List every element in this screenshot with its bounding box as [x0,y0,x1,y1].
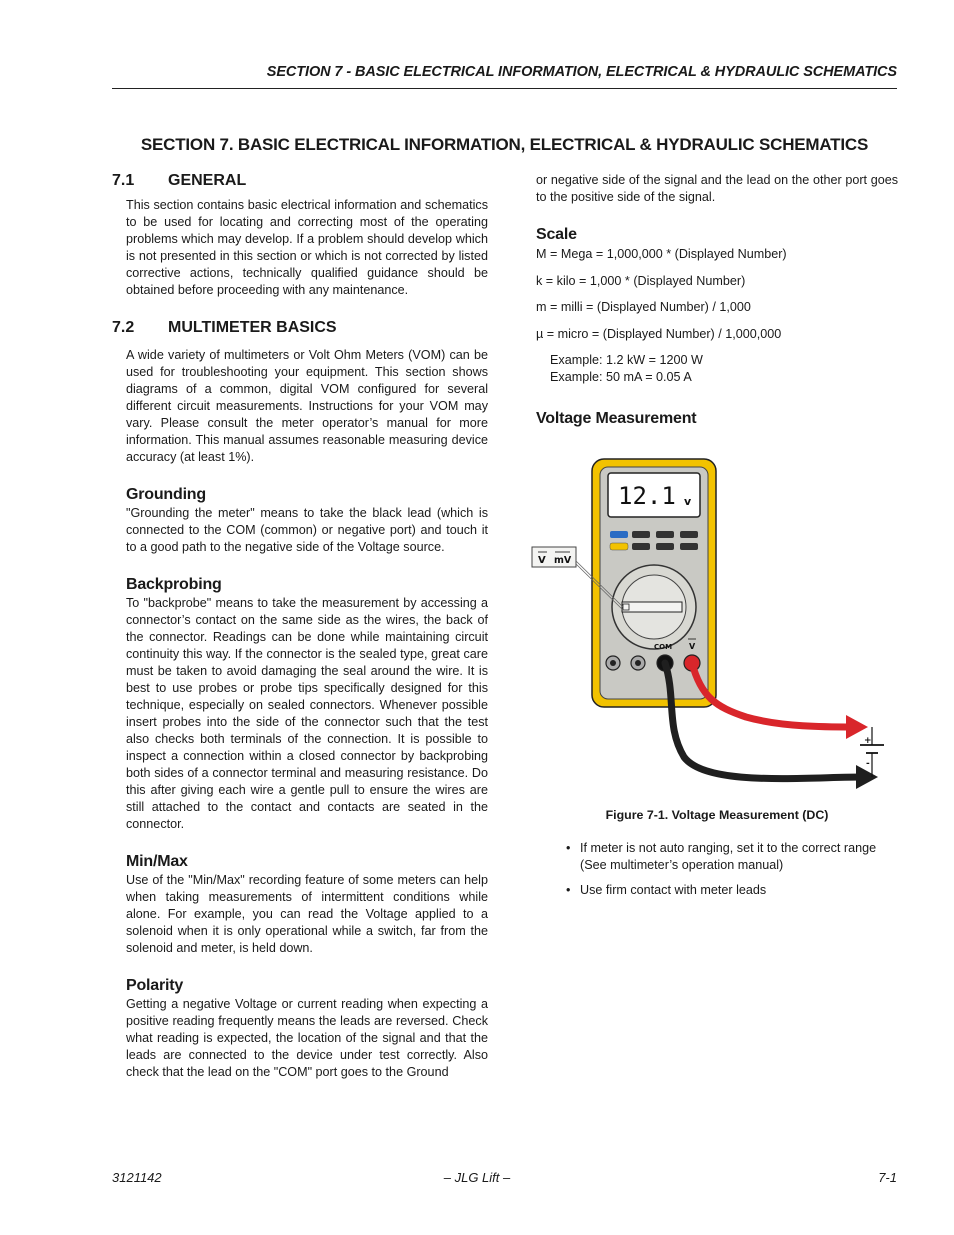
heading-min-max: Min/Max [126,853,188,870]
meter-button [680,531,698,538]
section-title: SECTION 7. BASIC ELECTRICAL INFORMATION, ELECTRICAL & HYDRAULIC SCHEMATICS [140,135,869,154]
left-column [112,172,488,1081]
blue-function-button [610,531,628,538]
heading-general [112,172,488,189]
dial-label-mv: mV [554,555,572,567]
port-label-com: COM [654,643,673,652]
port-label-v: V [689,642,696,652]
meter-button [632,531,650,538]
list-item: • Use firm contact with meter leads [536,882,898,899]
footer-doc-number: 3121142 [112,1170,162,1185]
voltage-tips-list [536,840,898,899]
heading-polarity: Polarity [126,977,184,994]
right-column [536,172,898,907]
running-header: SECTION 7 - BASIC ELECTRICAL INFORMATION, ELECTRICAL & HYDRAULIC SCHEMATICS [266,64,897,80]
display-unit: v [684,495,692,509]
footer-page-number: 7-1 [878,1170,897,1185]
scale-example-milliamp: Example: 50 mA = 0.05 A [550,370,692,385]
header-rule [112,88,897,89]
heading-general-title: GENERAL [168,172,247,189]
voltage-measurement-figure [536,427,898,807]
polarity-paragraph-continued: or negative side of the signal and the lead on the other port goes to the positive side of the signal. [536,173,898,204]
meter-button [656,531,674,538]
battery-plus-label: + [864,736,872,747]
scale-line-kilo: k = kilo = 1,000 * (Displayed Number) [536,273,746,288]
heading-multimeter-basics [112,319,488,336]
backprobing-paragraph: To "backprobe" means to take the measurement by accessing a connector’s contact on the same side as the wires, the back of the connector. Readings can be done while maintaining circuit continuity this way. If the connector is the sealed type, great care must be taken to avoid damaging the seal around the wire. It is best to use probes or probe tips specifically designed for this technique, especially on sealed connectors. Whenever possible insert probes into the side of the connector such that the test also checks both terminals of the connection. It is possible to inspect a connection within a closed connector by backprobing both sides of a connector terminal and measuring resistance. Do this after giving each wire a gentle pull to ensure the wires are still attached to the contact and contacts are seated in the connector. [126,596,488,831]
min-max-paragraph: Use of the "Min/Max" recording feature of some meters can help when taking measurements of intermittent conditions while alone. For example, you can read the Voltage applied to a solenoid when it is only operational while a switch, far from the solenoid and meter, is held down. [126,873,488,955]
battery-minus-label: - [866,759,870,770]
meter-button [680,543,698,550]
dial-label-v: V [538,555,546,567]
grounding-paragraph: "Grounding the meter" means to take the black lead (which is connected to the COM (common) or negative port) and touch it to a good path to the negative side of the Voltage source. [126,506,488,554]
heading-general-number: 7.1 [112,172,135,189]
figure-caption: Figure 7-1. Voltage Measurement (DC) [605,808,829,823]
heading-multimeter-title: MULTIMETER BASICS [168,319,337,336]
meter-button [656,543,674,550]
list-item: • If meter is not auto ranging, set it to the correct range (See multimeter’s operation manual) [536,840,898,874]
multimeter-diagram [526,427,898,807]
multimeter-paragraph: A wide variety of multimeters or Volt Ohm Meters (VOM) can be used for troubleshooting your equipment. This section shows diagrams of a common, digital VOM configured for several different circuit measurements. Instructions for your VOM may vary. Please consult the meter operator’s manual for more information. This manual assumes reasonable measuring device accuracy (at least 1%). [126,348,488,464]
heading-grounding: Grounding [126,486,206,503]
heading-scale: Scale [536,226,577,243]
polarity-paragraph: Getting a negative Voltage or current reading when expecting a positive reading frequently means the leads are reversed. Check what reading is expected, the location of the signal and that the leads are connected to the device under test correctly. Also check that the lead on the "COM" port goes to the Ground [126,997,488,1079]
scale-line-mega: M = Mega = 1,000,000 * (Displayed Number) [536,247,787,261]
scale-line-micro: µ = micro = (Displayed Number) / 1,000,000 [536,326,782,341]
heading-backprobing: Backprobing [126,576,222,593]
scale-example-kilowatt: Example: 1.2 kW = 1200 W [550,353,703,368]
display-reading: 12.1 [618,482,676,511]
footer-brand: – JLG Lift – [443,1170,511,1185]
scale-line-milli: m = milli = (Displayed Number) / 1,000 [536,300,751,315]
heading-voltage-measurement: Voltage Measurement [536,410,697,428]
meter-button [632,543,650,550]
yellow-function-button [610,543,628,550]
port-milliamp-hole [635,660,641,666]
port-amp-hole [610,660,616,666]
heading-multimeter-number: 7.2 [112,319,135,336]
general-paragraph: This section contains basic electrical information and schematics to be used for locating and correcting most of the operating problems which may develop. If a problem should develop which is not presented in this section or which is not corrected by listed corrective actions, technically qualified guidance should be obtained before proceeding with any maintenance. [126,198,488,297]
dial-pointer [622,602,682,612]
